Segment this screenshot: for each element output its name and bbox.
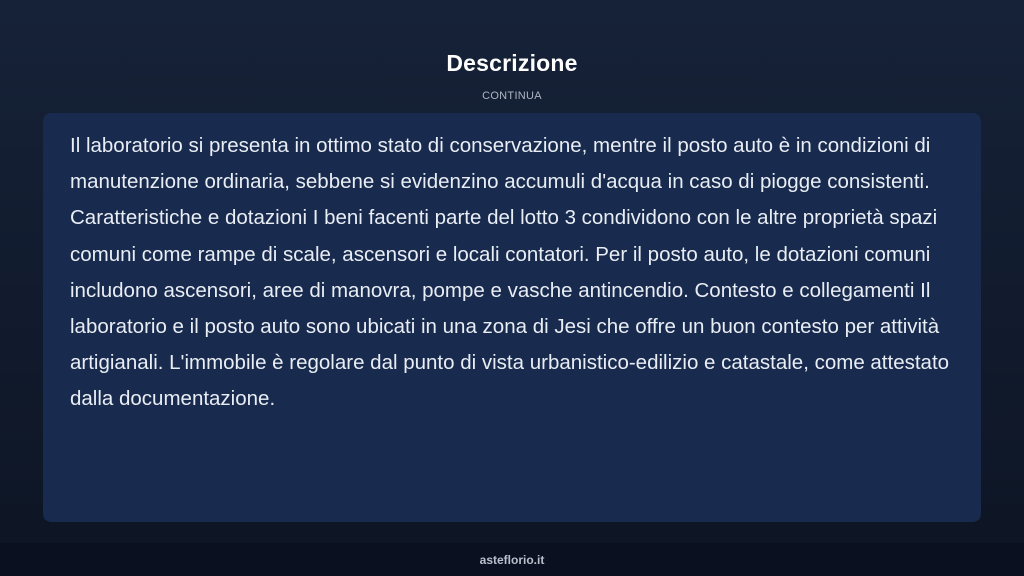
page-subtitle: CONTINUA [482,90,542,102]
page-title: Descrizione [446,50,578,76]
footer-bar [0,543,1024,576]
description-card [43,113,981,522]
footer-site-label: asteflorio.it [479,553,545,567]
description-text: Il laboratorio si presenta in ottimo stato di conservazione, mentre il posto auto è in condizioni di manutenzione ordinaria, sebbene si evidenzino accumuli d'acqua in caso di piogge consistenti. Caratteristiche e dotazioni I beni facenti parte del lotto 3 condividono con le altre proprietà spazi comuni come rampe di scale, ascensori e locali contatori. Per il posto auto, le dotazioni comuni includono ascensori, aree di manovra, pompe e vasche antincendio. Contesto e collegamenti Il laboratorio e il posto auto sono ubicati in una zona di Jesi che offre un buon contesto per attività artigianali. L'immobile è regolare dal punto di vista urbanistico-edilizio e catastale, come attestato dalla documentazione. [70,134,950,411]
